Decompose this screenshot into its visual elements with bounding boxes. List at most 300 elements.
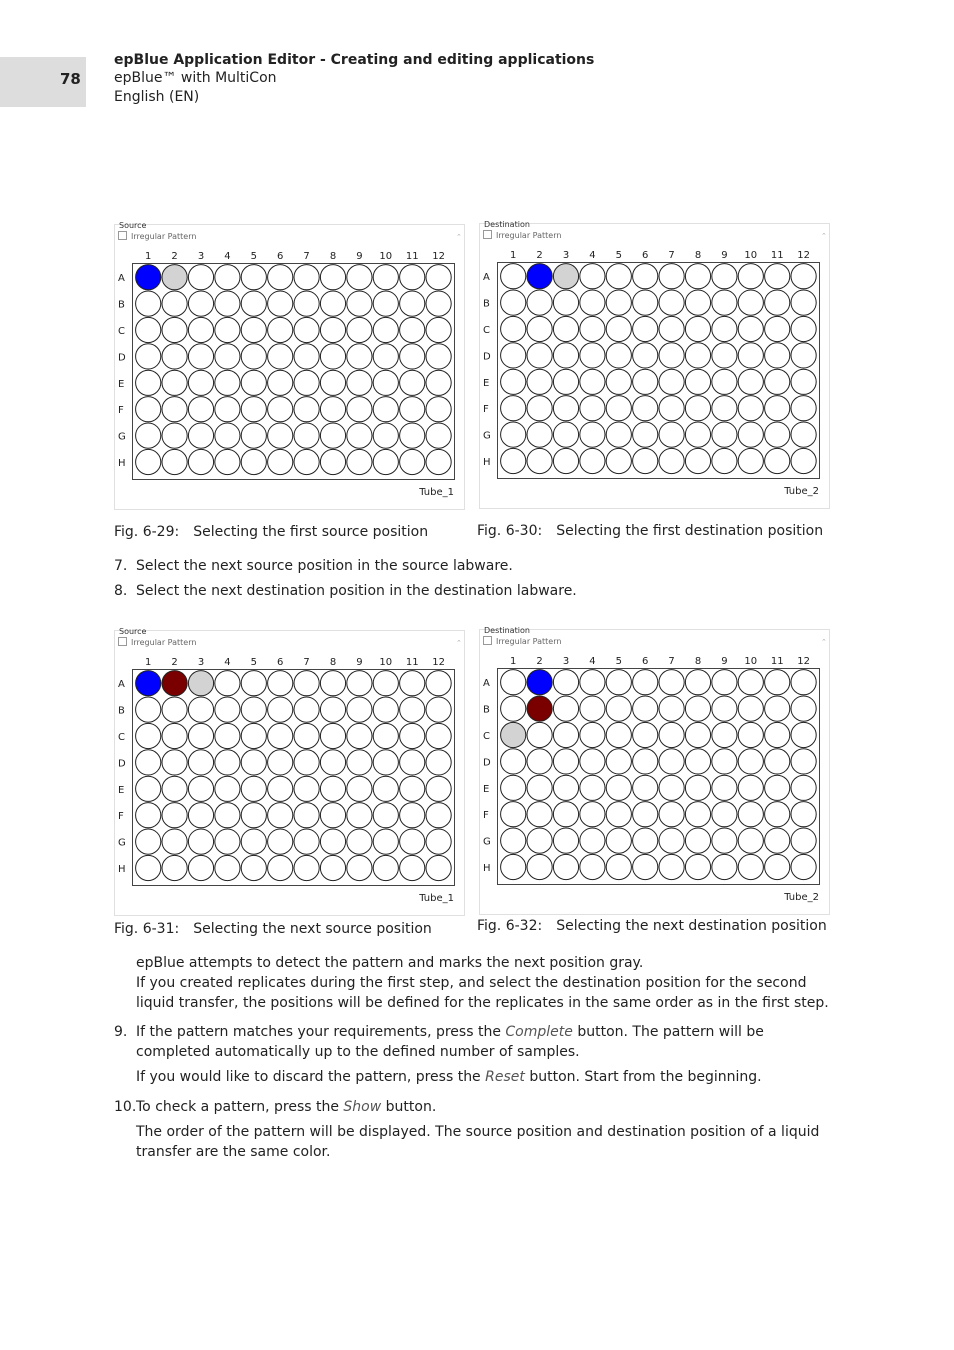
well-C10: [373, 723, 398, 748]
well-D12: [426, 750, 451, 775]
well-D8: [320, 344, 345, 369]
well-B5: [241, 291, 266, 316]
well-D1: [501, 749, 526, 774]
well-B10: [738, 290, 763, 315]
well-B2: [162, 697, 187, 722]
well-A2: [162, 265, 187, 290]
row-label: B: [483, 298, 490, 310]
well-H12: [791, 448, 816, 473]
well-H5: [241, 855, 266, 880]
well-G8: [320, 423, 345, 448]
well-C5: [606, 722, 631, 747]
row-label: B: [118, 299, 125, 311]
well-H9: [347, 449, 372, 474]
well-D6: [268, 750, 293, 775]
well-C1: [136, 317, 161, 342]
well-F4: [215, 397, 240, 422]
well-F6: [633, 802, 658, 827]
well-C5: [606, 316, 631, 341]
well-D9: [347, 344, 372, 369]
well-B5: [606, 290, 631, 315]
well-F11: [400, 803, 425, 828]
row-label: F: [483, 404, 489, 416]
well-A11: [765, 670, 790, 695]
well-G7: [659, 828, 684, 853]
well-E10: [373, 370, 398, 395]
well-G3: [553, 828, 578, 853]
well-C3: [553, 316, 578, 341]
column-label: 3: [562, 656, 570, 667]
column-label: 2: [171, 657, 178, 668]
well-F2: [527, 802, 552, 827]
complete-button-ref: Complete: [505, 1024, 573, 1040]
row-label: A: [483, 678, 490, 690]
step-8: [114, 581, 577, 601]
well-D6: [633, 749, 658, 774]
paragraph-reset: [136, 1067, 836, 1087]
well-E8: [320, 370, 345, 395]
well-G8: [685, 422, 710, 447]
well-C12: [791, 316, 816, 341]
well-E5: [606, 369, 631, 394]
well-E8: [320, 776, 345, 801]
well-B1: [136, 291, 161, 316]
well-A7: [294, 671, 319, 696]
well-E6: [268, 370, 293, 395]
irregular-pattern-label: Irregular Pattern: [496, 231, 562, 240]
well-G11: [765, 828, 790, 853]
well-E7: [659, 775, 684, 800]
well-H8: [320, 449, 345, 474]
row-label: G: [483, 430, 491, 442]
well-F5: [606, 802, 631, 827]
well-A10: [738, 264, 763, 289]
well-D10: [738, 749, 763, 774]
well-A2: [527, 670, 552, 695]
well-F1: [136, 803, 161, 828]
well-E7: [294, 776, 319, 801]
well-G2: [162, 829, 187, 854]
well-D4: [215, 750, 240, 775]
well-A1: [501, 264, 526, 289]
well-G7: [294, 829, 319, 854]
well-A10: [373, 265, 398, 290]
caption-fig-6-32: [477, 918, 827, 934]
caption-text: Selecting the next destination position: [556, 918, 827, 934]
column-label: 9: [356, 657, 363, 668]
well-E11: [765, 775, 790, 800]
well-D4: [215, 344, 240, 369]
plate-panel-source-2: [114, 626, 466, 916]
well-H10: [373, 855, 398, 880]
tube-label: Tube_2: [784, 892, 819, 903]
column-label: 8: [694, 656, 702, 667]
expand-icon: ⌃: [821, 232, 827, 240]
well-F1: [136, 397, 161, 422]
well-C8: [320, 723, 345, 748]
well-C2: [162, 723, 187, 748]
well-D3: [188, 750, 213, 775]
well-G12: [791, 828, 816, 853]
well-E6: [268, 776, 293, 801]
well-F7: [294, 397, 319, 422]
well-G5: [241, 829, 266, 854]
column-label: 10: [744, 656, 758, 667]
well-D8: [685, 343, 710, 368]
tube-label: Tube_2: [784, 486, 819, 497]
well-A8: [685, 670, 710, 695]
row-label: H: [118, 458, 126, 469]
well-A8: [685, 264, 710, 289]
well-D2: [527, 343, 552, 368]
well-E2: [527, 775, 552, 800]
well-C3: [188, 723, 213, 748]
well-F2: [162, 397, 187, 422]
well-G6: [633, 828, 658, 853]
paragraph-replicates: If you created replicates during the first step, and select the destination position for the second liquid transfer, the positions will be defined for the replicates in the same order as in the first step.: [136, 975, 829, 1011]
well-G8: [320, 829, 345, 854]
well-C10: [373, 317, 398, 342]
well-E3: [553, 369, 578, 394]
column-label: 1: [145, 251, 152, 262]
well-C1: [136, 723, 161, 748]
caption-text: Selecting the first destination position: [556, 523, 824, 539]
well-F6: [268, 397, 293, 422]
well-H7: [294, 855, 319, 880]
well-E5: [606, 775, 631, 800]
row-label: D: [483, 757, 491, 769]
well-G8: [685, 828, 710, 853]
column-label: 2: [171, 251, 178, 262]
well-E3: [553, 775, 578, 800]
well-H4: [580, 448, 605, 473]
well-G9: [347, 423, 372, 448]
caption-fig-6-29: [114, 524, 428, 540]
well-E2: [527, 369, 552, 394]
well-G3: [188, 423, 213, 448]
well-C1: [501, 722, 526, 747]
column-label: 5: [250, 251, 257, 262]
well-E11: [765, 369, 790, 394]
column-label: 10: [744, 250, 758, 261]
step-number: 9.: [114, 1024, 128, 1040]
row-label: A: [118, 273, 125, 285]
well-E10: [738, 369, 763, 394]
plate-figure: [479, 625, 831, 915]
step-9: [114, 1022, 834, 1062]
well-A1: [136, 671, 161, 696]
well-A5: [241, 671, 266, 696]
step-number: 8.: [114, 583, 128, 599]
well-D12: [426, 344, 451, 369]
well-F7: [659, 802, 684, 827]
well-A11: [400, 265, 425, 290]
well-A4: [215, 265, 240, 290]
well-H5: [606, 854, 631, 879]
expand-icon: ⌃: [821, 638, 827, 646]
well-E1: [136, 776, 161, 801]
well-B8: [320, 697, 345, 722]
well-A6: [268, 265, 293, 290]
well-H4: [215, 855, 240, 880]
row-label: C: [483, 731, 490, 742]
well-A5: [606, 670, 631, 695]
well-C3: [553, 722, 578, 747]
column-label: 10: [379, 251, 393, 262]
well-F5: [241, 803, 266, 828]
well-B3: [188, 697, 213, 722]
column-label: 8: [329, 251, 337, 262]
step-text: If the pattern matches your requirements, press the: [136, 1024, 506, 1040]
irregular-pattern-label: Irregular Pattern: [131, 232, 197, 241]
row-label: G: [118, 837, 126, 849]
well-B11: [765, 290, 790, 315]
well-B4: [215, 697, 240, 722]
well-E8: [685, 775, 710, 800]
product-line: epBlue™ with MultiCon: [114, 70, 277, 86]
well-C10: [738, 316, 763, 341]
well-H6: [268, 855, 293, 880]
well-E5: [241, 776, 266, 801]
well-E2: [162, 370, 187, 395]
well-B12: [791, 696, 816, 721]
column-label: 8: [329, 657, 337, 668]
well-H2: [527, 448, 552, 473]
column-label: 2: [536, 250, 543, 261]
well-B10: [738, 696, 763, 721]
well-C4: [215, 723, 240, 748]
well-F7: [659, 396, 684, 421]
column-label: 3: [197, 657, 205, 668]
step-7: [114, 556, 513, 576]
well-F9: [347, 803, 372, 828]
well-A1: [136, 265, 161, 290]
well-A4: [580, 670, 605, 695]
row-label: H: [118, 864, 126, 875]
well-A2: [527, 264, 552, 289]
well-H5: [241, 449, 266, 474]
column-label: 7: [668, 250, 675, 261]
well-B7: [294, 697, 319, 722]
well-C5: [241, 317, 266, 342]
well-H11: [765, 448, 790, 473]
well-E7: [659, 369, 684, 394]
well-D2: [162, 344, 187, 369]
well-F1: [501, 802, 526, 827]
caption-number: Fig. 6-31:: [114, 921, 180, 937]
column-label: 11: [770, 250, 784, 261]
step-text: Select the next destination position in the destination labware.: [136, 583, 577, 599]
well-H8: [685, 854, 710, 879]
well-C9: [712, 722, 737, 747]
column-label: 7: [303, 657, 310, 668]
well-A9: [347, 265, 372, 290]
well-D12: [791, 749, 816, 774]
group-label: Source: [119, 221, 147, 230]
well-E9: [712, 369, 737, 394]
well-G2: [527, 828, 552, 853]
tube-label: Tube_1: [419, 893, 454, 904]
column-label: 12: [797, 250, 810, 261]
well-B7: [659, 290, 684, 315]
well-F3: [188, 803, 213, 828]
well-A9: [347, 671, 372, 696]
well-C9: [347, 723, 372, 748]
well-G5: [606, 828, 631, 853]
column-label: 9: [356, 251, 363, 262]
well-A10: [373, 671, 398, 696]
column-label: 9: [721, 656, 728, 667]
well-G1: [136, 423, 161, 448]
well-G12: [791, 422, 816, 447]
column-label: 1: [510, 250, 517, 261]
well-B9: [347, 291, 372, 316]
well-E8: [685, 369, 710, 394]
well-A3: [553, 264, 578, 289]
well-C1: [501, 316, 526, 341]
plate-panel-destination-2: [479, 625, 831, 915]
caption-text: Selecting the next source position: [193, 921, 432, 937]
well-A5: [241, 265, 266, 290]
well-C4: [215, 317, 240, 342]
well-B4: [580, 290, 605, 315]
well-D10: [738, 343, 763, 368]
column-label: 5: [615, 250, 622, 261]
well-E6: [633, 775, 658, 800]
well-D3: [188, 344, 213, 369]
column-label: 5: [615, 656, 622, 667]
well-B4: [580, 696, 605, 721]
column-label: 2: [536, 656, 543, 667]
column-label: 12: [797, 656, 810, 667]
well-A9: [712, 670, 737, 695]
column-label: 4: [589, 250, 596, 261]
well-B2: [162, 291, 187, 316]
well-D2: [527, 749, 552, 774]
well-F8: [685, 802, 710, 827]
well-G5: [606, 422, 631, 447]
well-C6: [633, 722, 658, 747]
well-B9: [347, 697, 372, 722]
well-A3: [188, 671, 213, 696]
expand-icon: ⌃: [456, 639, 462, 647]
well-H3: [553, 854, 578, 879]
well-F12: [426, 803, 451, 828]
well-H2: [162, 855, 187, 880]
well-E1: [136, 370, 161, 395]
column-label: 12: [432, 657, 445, 668]
well-H3: [188, 855, 213, 880]
well-F2: [527, 396, 552, 421]
well-G9: [712, 422, 737, 447]
well-F11: [400, 397, 425, 422]
plate-figure: [114, 220, 466, 510]
caption-number: Fig. 6-29:: [114, 524, 180, 540]
well-C6: [268, 317, 293, 342]
well-G4: [215, 423, 240, 448]
well-H11: [400, 855, 425, 880]
well-C4: [580, 316, 605, 341]
well-H4: [580, 854, 605, 879]
column-label: 4: [224, 657, 231, 668]
irregular-pattern-checkbox: [484, 231, 492, 239]
well-G12: [426, 423, 451, 448]
well-B7: [294, 291, 319, 316]
well-F8: [320, 397, 345, 422]
well-B12: [791, 290, 816, 315]
well-H11: [765, 854, 790, 879]
reset-text: button. Start from the beginning.: [524, 1069, 762, 1085]
well-D10: [373, 344, 398, 369]
well-H8: [320, 855, 345, 880]
well-E12: [791, 369, 816, 394]
row-label: B: [483, 704, 490, 716]
well-E9: [712, 775, 737, 800]
well-C7: [659, 316, 684, 341]
well-A6: [633, 264, 658, 289]
caption-text: Selecting the first source position: [193, 524, 429, 540]
well-G4: [580, 422, 605, 447]
well-F9: [712, 396, 737, 421]
well-B8: [320, 291, 345, 316]
well-F8: [685, 396, 710, 421]
irregular-pattern-checkbox: [484, 637, 492, 645]
well-G6: [268, 423, 293, 448]
well-F10: [373, 397, 398, 422]
well-C3: [188, 317, 213, 342]
well-A12: [426, 671, 451, 696]
well-A4: [215, 671, 240, 696]
well-H12: [426, 449, 451, 474]
well-E10: [738, 775, 763, 800]
well-G11: [400, 423, 425, 448]
well-D5: [606, 749, 631, 774]
well-H4: [215, 449, 240, 474]
well-F4: [580, 802, 605, 827]
well-A7: [659, 670, 684, 695]
well-F11: [765, 802, 790, 827]
well-A12: [791, 670, 816, 695]
paragraph-show-detail: The order of the pattern will be displayed. The source position and destination position of a liquid transfer are the same color.: [136, 1124, 820, 1160]
well-E12: [426, 370, 451, 395]
well-B8: [685, 290, 710, 315]
well-D1: [136, 344, 161, 369]
well-F12: [426, 397, 451, 422]
well-F12: [791, 802, 816, 827]
well-E11: [400, 776, 425, 801]
column-label: 7: [668, 656, 675, 667]
column-label: 7: [303, 251, 310, 262]
well-C12: [426, 317, 451, 342]
well-B2: [527, 696, 552, 721]
row-label: E: [118, 378, 125, 390]
well-F2: [162, 803, 187, 828]
plate-panel-destination-1: [479, 219, 831, 509]
well-D9: [347, 750, 372, 775]
step-9-text: [136, 1022, 834, 1062]
well-G2: [162, 423, 187, 448]
caption-number: Fig. 6-30:: [477, 523, 543, 539]
well-H3: [188, 449, 213, 474]
well-E6: [633, 369, 658, 394]
well-G7: [294, 423, 319, 448]
well-E4: [580, 369, 605, 394]
well-D12: [791, 343, 816, 368]
well-D10: [373, 750, 398, 775]
well-C2: [527, 316, 552, 341]
well-G11: [400, 829, 425, 854]
tube-label: Tube_1: [419, 487, 454, 498]
